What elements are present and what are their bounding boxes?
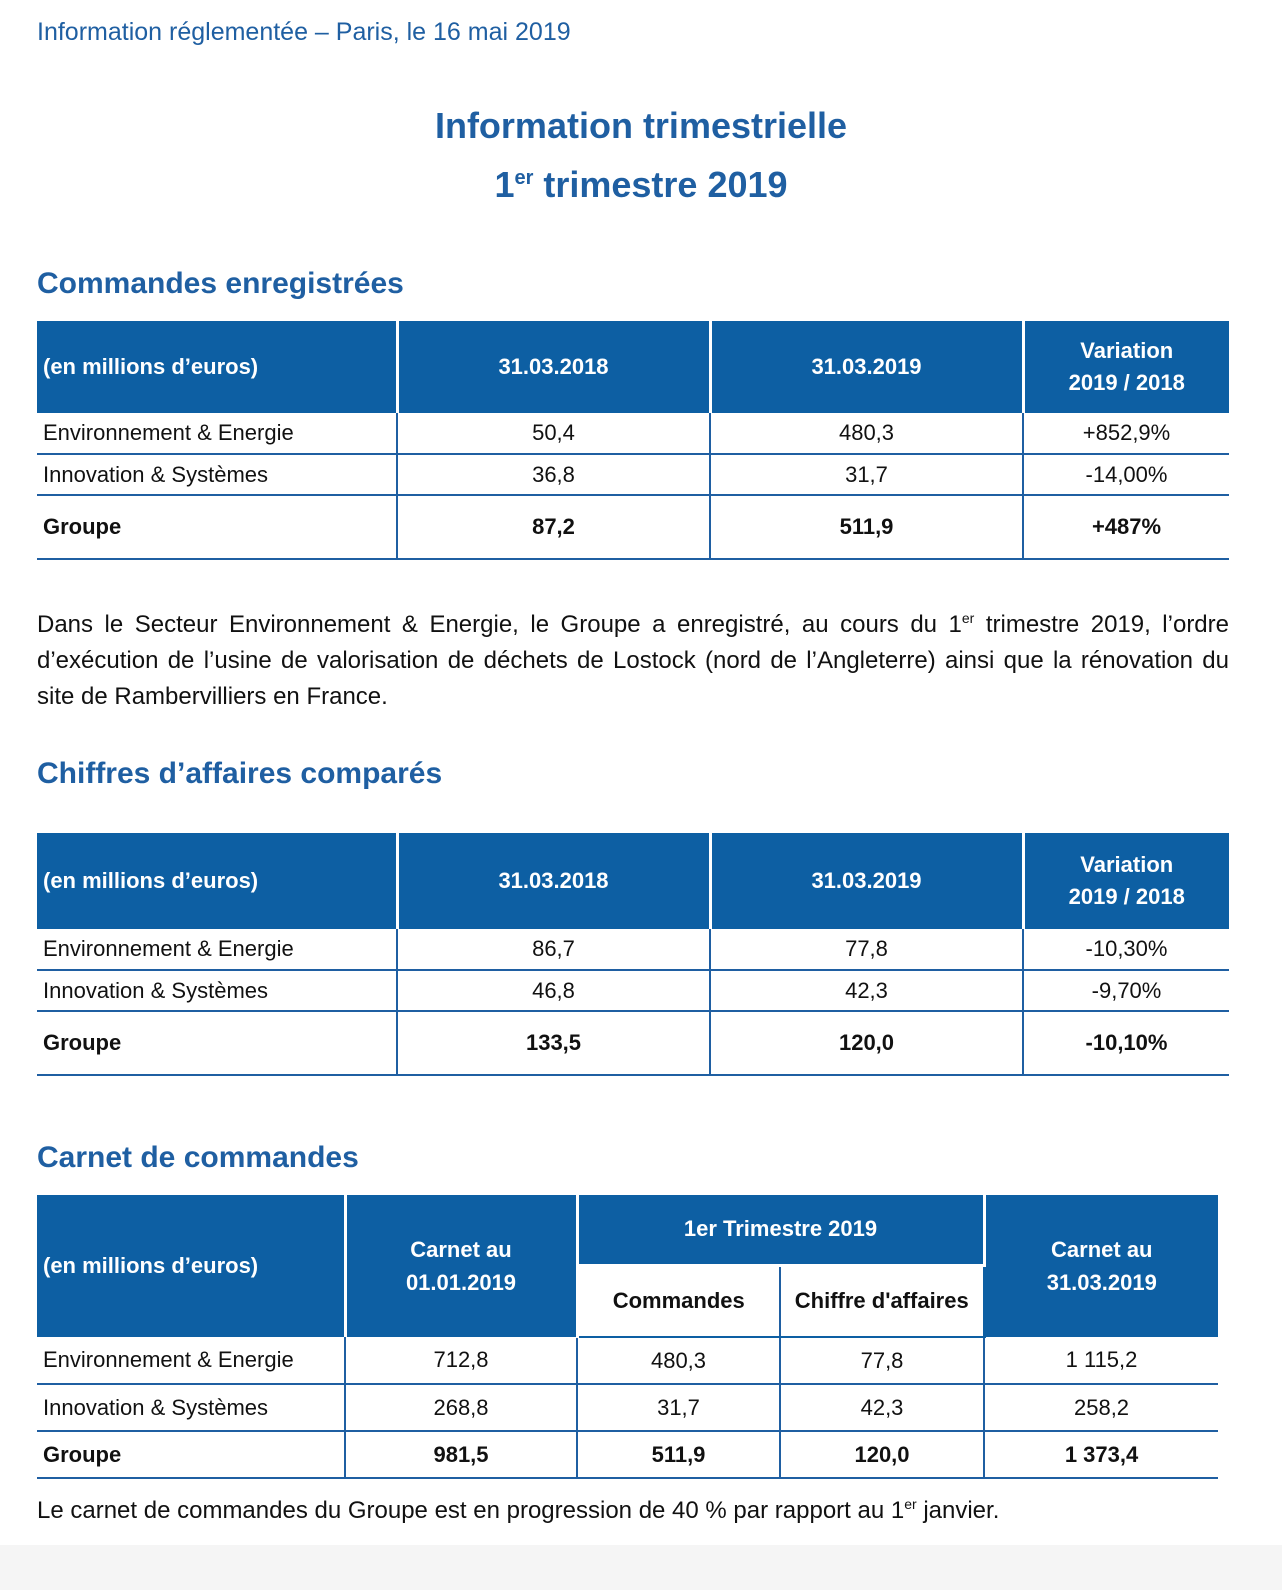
title-line-2: 1er trimestre 2019 <box>494 164 788 205</box>
paragraph-carnet: Le carnet de commandes du Groupe est en progression de 40 % par rapport au 1er janvier. <box>37 1496 1000 1524</box>
table-row: Environnement & Energie 86,7 77,8 -10,30% <box>37 929 1229 970</box>
table-row: Innovation & Systèmes 36,8 31,7 -14,00% <box>37 454 1229 495</box>
table-row: Groupe 133,5 120,0 -10,10% <box>37 1011 1229 1075</box>
table-row: Innovation & Systèmes 46,8 42,3 -9,70% <box>37 970 1229 1011</box>
header-cell: Variation 2019 / 2018 <box>1023 321 1229 413</box>
title-line-1: Information trimestrielle <box>434 105 848 146</box>
commandes-table <box>37 321 1229 560</box>
header-cell: (en millions d’euros) <box>37 321 397 413</box>
header-cell: (en millions d’euros) <box>37 1195 345 1337</box>
section-title-commandes: Commandes enregistrées <box>37 267 404 300</box>
section-title-chiffres: Chiffres d’affaires comparés <box>37 757 443 790</box>
header-cell: 31.03.2019 <box>710 321 1023 413</box>
page-bottom-strip <box>0 1545 1282 1590</box>
header-cell: (en millions d’euros) <box>37 833 397 929</box>
table-row: Environnement & Energie 50,4 480,3 +852,9% <box>37 413 1229 454</box>
header-cell: 31.03.2018 <box>397 321 710 413</box>
table-row: Groupe 981,5 511,9 120,0 1 373,4 <box>37 1431 1218 1478</box>
document-title <box>0 100 1282 211</box>
header-cell: 31.03.2018 <box>397 833 710 929</box>
table-row: Groupe 87,2 511,9 +487% <box>37 495 1229 559</box>
header-cell: Carnet au 01.01.2019 <box>345 1195 577 1337</box>
header-cell: Commandes <box>577 1265 780 1337</box>
header-cell: Carnet au 31.03.2019 <box>984 1195 1218 1337</box>
table-row: Innovation & Systèmes 268,8 31,7 42,3 258,2 <box>37 1384 1218 1431</box>
header-cell: Chiffre d'affaires <box>780 1265 984 1337</box>
header-cell: 31.03.2019 <box>710 833 1023 929</box>
section-title-carnet: Carnet de commandes <box>37 1141 359 1174</box>
table-row: Environnement & Energie 712,8 480,3 77,8 1 115,2 <box>37 1337 1218 1384</box>
carnet-table <box>37 1195 1218 1479</box>
header-cell: Variation 2019 / 2018 <box>1023 833 1229 929</box>
document-dateline: Information réglementée – Paris, le 16 mai 2019 <box>37 18 571 46</box>
chiffres-table <box>37 833 1229 1076</box>
header-cell: 1er Trimestre 2019 <box>577 1195 984 1265</box>
paragraph-commandes: Dans le Secteur Environnement & Energie, le Groupe a enregistré, au cours du 1er trimestre 2019, l’ordre d’exécution de l’usine de valorisation de déchets de Lostock (nord de l’Angleterre) ainsi que la rénovation du site de Rambervilliers en France. <box>37 610 1229 710</box>
